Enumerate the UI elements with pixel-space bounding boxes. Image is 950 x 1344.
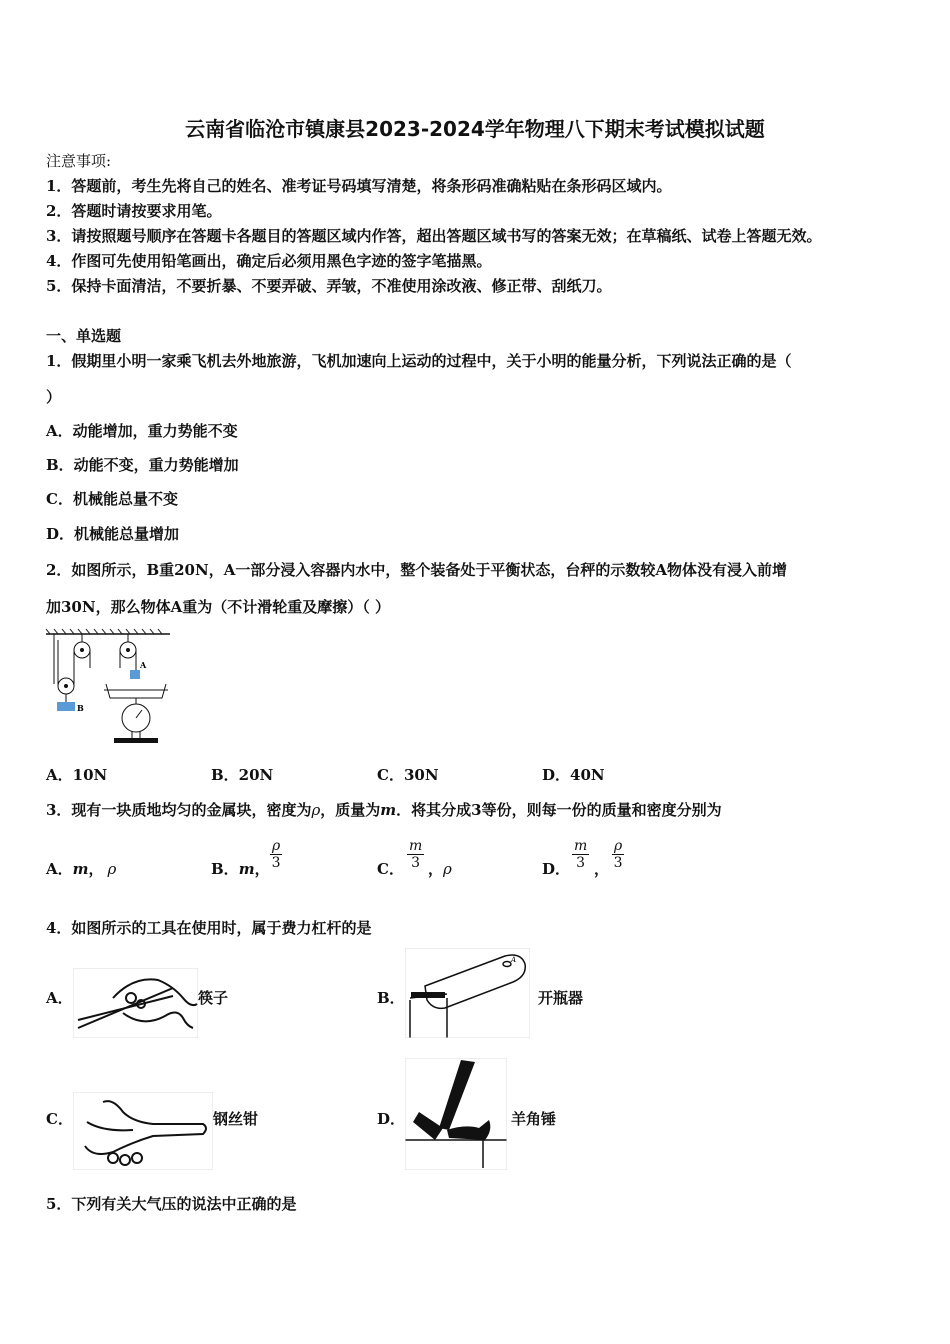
notice-item: 2．答题时请按要求用笔。 — [46, 202, 222, 220]
q4-option-b-text: 开瓶器 — [538, 989, 584, 1007]
q3-stem-mid: ，质量为 — [320, 801, 381, 819]
numerator: m — [574, 838, 588, 854]
notice-item: 3．请按照题号顺序在答题卡各题目的答题区域内作答，超出答题区域书写的答案无效；在草稿纸、试卷上答题无效。 — [46, 227, 822, 245]
pliers-icon[interactable] — [73, 1092, 213, 1170]
q2-option-c[interactable]: C．30N — [377, 766, 439, 784]
bottle-opener-icon[interactable] — [405, 948, 530, 1038]
comma: ， — [254, 860, 270, 878]
claw-hammer-icon[interactable] — [405, 1058, 507, 1170]
rho-symbol: ρ — [107, 860, 117, 878]
q2-option-b[interactable]: B．20N — [211, 766, 274, 784]
q1-option-d[interactable]: D．机械能总量增加 — [46, 525, 180, 543]
q1-option-b[interactable]: B．动能不变，重力势能增加 — [46, 456, 239, 474]
q1-option-a[interactable]: A．动能增加，重力势能不变 — [46, 422, 238, 440]
label-a: A — [140, 660, 147, 670]
q4-option-a-label[interactable]: A． — [46, 989, 73, 1007]
label-a: A — [511, 956, 517, 964]
q2-option-a[interactable]: A．10N — [46, 766, 108, 784]
fraction-m-3 — [407, 838, 424, 871]
option-label: B． — [211, 860, 239, 878]
fraction-rho-3 — [612, 838, 624, 871]
block-b — [57, 702, 75, 711]
m-symbol: m — [238, 860, 255, 878]
q4-stem: 4．如图所示的工具在使用时，属于费力杠杆的是 — [46, 919, 372, 937]
rho-symbol: ρ — [311, 801, 321, 819]
q4-option-b-label[interactable]: B． — [377, 989, 405, 1007]
denominator: 3 — [613, 855, 623, 871]
q5-stem: 5．下列有关大气压的说法中正确的是 — [46, 1195, 297, 1213]
q2-stem-cont: 加30N，那么物体A重为（不计滑轮重及摩擦）（ ） — [46, 598, 390, 616]
block-a — [130, 670, 140, 679]
q4-option-d-text: 羊角锤 — [511, 1110, 557, 1128]
notice-heading: 注意事项: — [46, 152, 112, 170]
comma: ， — [594, 860, 610, 878]
numerator: m — [409, 838, 423, 854]
m-symbol: m — [380, 801, 397, 819]
rho-symbol: ρ — [443, 860, 452, 878]
q4-option-c-text: 钢丝钳 — [213, 1110, 259, 1128]
q3-stem-post: ．将其分成3等份，则每一份的质量和密度分别为 — [396, 801, 722, 819]
q3-option-b[interactable] — [211, 860, 270, 878]
page-title: 云南省临沧市镇康县2023-2024学年物理八下期末考试模拟试题 — [185, 117, 765, 141]
q3-option-c-rest — [428, 860, 452, 878]
comma: ， — [428, 860, 444, 878]
fraction-rho-3 — [270, 838, 282, 871]
chopsticks-icon[interactable] — [73, 968, 198, 1038]
numerator: ρ — [614, 838, 623, 854]
notice-item: 1．答题前，考生先将自己的姓名、准考证号码填写清楚，将条形码准确粘贴在条形码区域内。 — [46, 177, 672, 195]
fraction-m-3 — [572, 838, 589, 871]
q3-option-c-label[interactable]: C． — [377, 860, 404, 878]
q2-stem: 2．如图所示，B重20N，A一部分浸入容器内水中，整个装备处于平衡状态，台秤的示数较A物体没有浸入前增 — [46, 561, 787, 579]
denominator: 3 — [576, 855, 586, 871]
numerator: ρ — [272, 838, 281, 854]
q2-option-d[interactable]: D．40N — [542, 766, 605, 784]
pulley-scale-figure — [44, 628, 174, 748]
notice-item: 4．作图可先使用铅笔画出，确定后必须用黑色字迹的签字笔描黑。 — [46, 252, 492, 270]
q3-option-a[interactable] — [46, 860, 116, 878]
denominator: 3 — [271, 855, 281, 871]
q4-option-c-label[interactable]: C． — [46, 1110, 73, 1128]
section-heading: 一、单选题 — [46, 327, 122, 345]
q1-stem-cont: ） — [46, 388, 62, 406]
notice-item: 5．保持卡面清洁，不要折暴、不要弄破、弄皱，不准使用涂改液、修正带、刮纸刀。 — [46, 277, 612, 295]
q3-stem-pre: 3．现有一块质地均匀的金属块，密度为 — [46, 801, 312, 819]
q4-option-d-label[interactable]: D． — [377, 1110, 406, 1128]
label-b: B — [77, 703, 84, 713]
q1-stem: 1．假期里小明一家乘飞机去外地旅游，飞机加速向上运动的过程中，关于小明的能量分析，下列说法正确的是（ — [46, 352, 792, 370]
m-symbol: m — [72, 860, 89, 878]
q1-option-c[interactable]: C．机械能总量不变 — [46, 490, 178, 508]
option-label: A． — [46, 860, 73, 878]
q3-stem — [46, 801, 722, 819]
denominator: 3 — [411, 855, 421, 871]
q4-option-a-text: 筷子 — [198, 989, 229, 1007]
comma: ， — [88, 860, 104, 878]
q3-option-d-label[interactable]: D． — [542, 860, 571, 878]
